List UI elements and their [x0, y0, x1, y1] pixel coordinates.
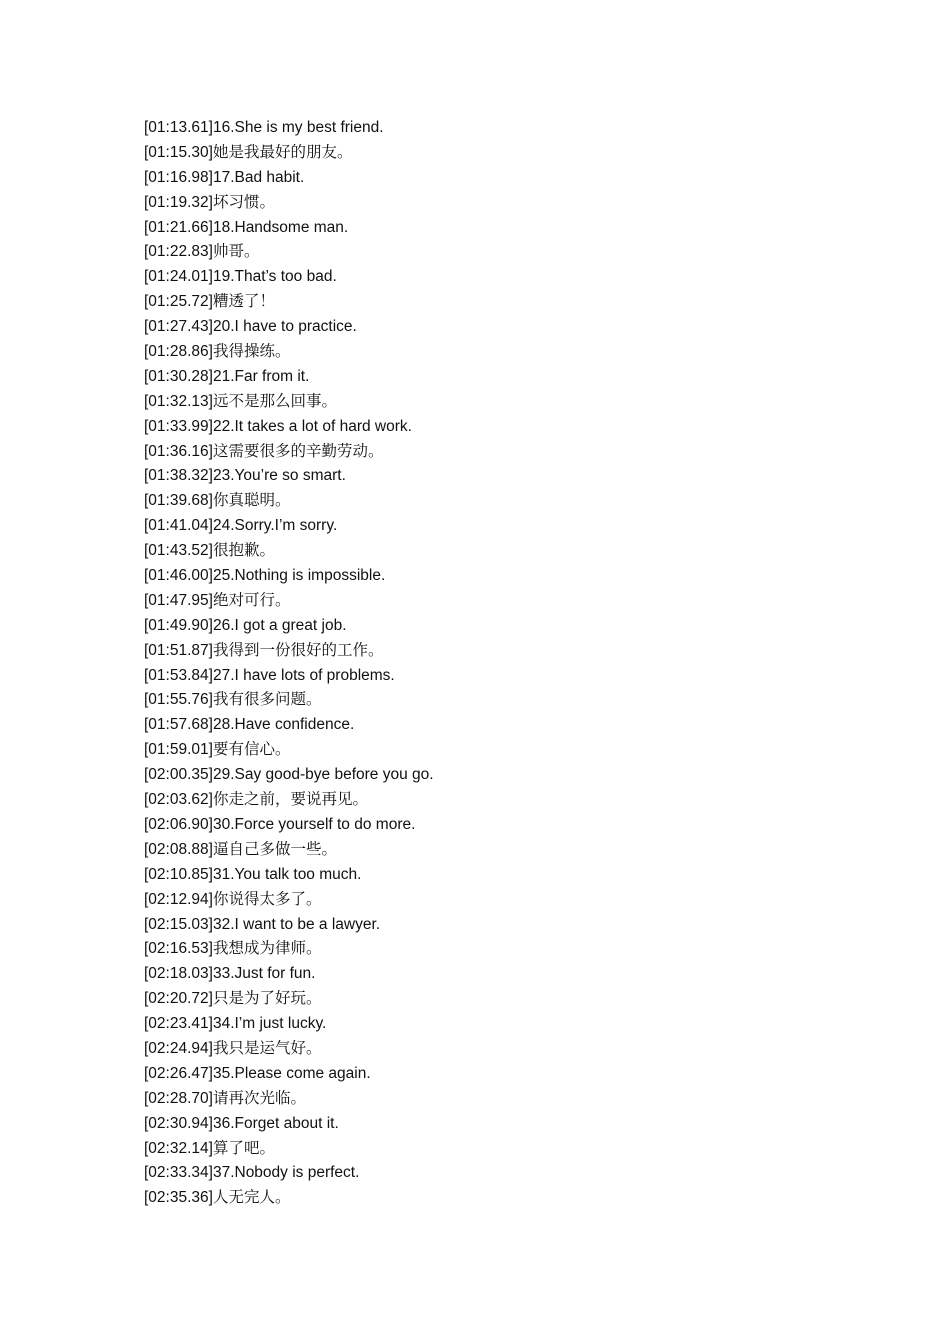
lyric-line: [02:30.94]36.Forget about it. [144, 1114, 339, 1132]
lyric-line: [01:13.61]16.She is my best friend. [144, 119, 384, 136]
lyric-line: [02:20.72]只是为了好玩。 [144, 990, 322, 1008]
lyric-line: [01:15.30]她是我最好的朋友。 [144, 143, 353, 161]
lyric-line: [01:33.99]22.It takes a lot of hard work. [144, 417, 412, 435]
lyric-line: [01:21.66]18.Handsome man. [144, 218, 349, 236]
lyric-line: [02:16.53]我想成为律师。 [144, 940, 322, 958]
lyric-line: [02:10.85]31.You talk too much. [144, 865, 362, 883]
lyric-line: [02:24.94]我只是运气好。 [144, 1039, 322, 1057]
lyric-lines [144, 116, 434, 1211]
lyric-line: [01:19.32]坏习惯。 [144, 193, 275, 211]
lyric-line: [02:28.70]请再次光临。 [144, 1089, 306, 1107]
lyric-line: [02:35.36]人无完人。 [144, 1189, 291, 1207]
lyric-line: [01:16.98]17.Bad habit. [144, 168, 305, 186]
lyric-line: [01:46.00]25.Nothing is impossible. [144, 567, 386, 585]
lyric-line: [01:30.28]21.Far from it. [144, 367, 310, 385]
lyric-line: [01:36.16]这需要很多的辛勤劳动。 [144, 442, 384, 460]
lyric-line: [01:22.83]帅哥。 [144, 243, 260, 261]
lyric-line: [01:53.84]27.I have lots of problems. [144, 666, 395, 684]
lyric-line: [02:18.03]33.Just for fun. [144, 965, 316, 983]
lyric-line: [01:39.68]你真聪明。 [144, 492, 291, 510]
lyric-line: [01:43.52]很抱歉。 [144, 542, 275, 560]
lyric-line: [01:25.72]糟透了！ [144, 293, 275, 311]
lyric-line: [01:24.01]19.That’s too bad. [144, 268, 337, 286]
lyric-line: [01:28.86]我得操练。 [144, 343, 291, 361]
lyric-line: [02:32.14]算了吧。 [144, 1139, 275, 1157]
lyric-line: [01:55.76]我有很多问题。 [144, 691, 322, 709]
lyric-line: [02:23.41]34.I’m just lucky. [144, 1015, 327, 1033]
lyric-line: [02:03.62]你走之前，要说再见。 [144, 791, 368, 809]
lyric-line: [01:47.95]绝对可行。 [144, 591, 291, 609]
lyric-line: [01:38.32]23.You’re so smart. [144, 467, 346, 485]
lyric-line: [01:51.87]我得到一份很好的工作。 [144, 641, 384, 659]
lyric-line: [02:06.90]30.Force yourself to do more. [144, 815, 416, 833]
lyric-line: [02:08.88]逼自己多做一些。 [144, 840, 337, 858]
lyric-line: [02:00.35]29.Say good-bye before you go. [144, 766, 434, 784]
lyric-line: [01:27.43]20.I have to practice. [144, 318, 357, 336]
lyric-line: [02:26.47]35.Please come again. [144, 1064, 371, 1082]
lyric-line: [01:32.13]远不是那么回事。 [144, 392, 337, 410]
lyric-line: [02:12.94]你说得太多了。 [144, 890, 322, 908]
lyric-line: [01:59.01]要有信心。 [144, 741, 291, 759]
lyric-line: [02:15.03]32.I want to be a lawyer. [144, 915, 381, 933]
lyric-line: [02:33.34]37.Nobody is perfect. [144, 1164, 360, 1182]
lyric-line: [01:41.04]24.Sorry.I’m sorry. [144, 517, 338, 535]
lyric-line: [01:57.68]28.Have confidence. [144, 716, 355, 734]
lyric-line: [01:49.90]26.I got a great job. [144, 616, 347, 634]
